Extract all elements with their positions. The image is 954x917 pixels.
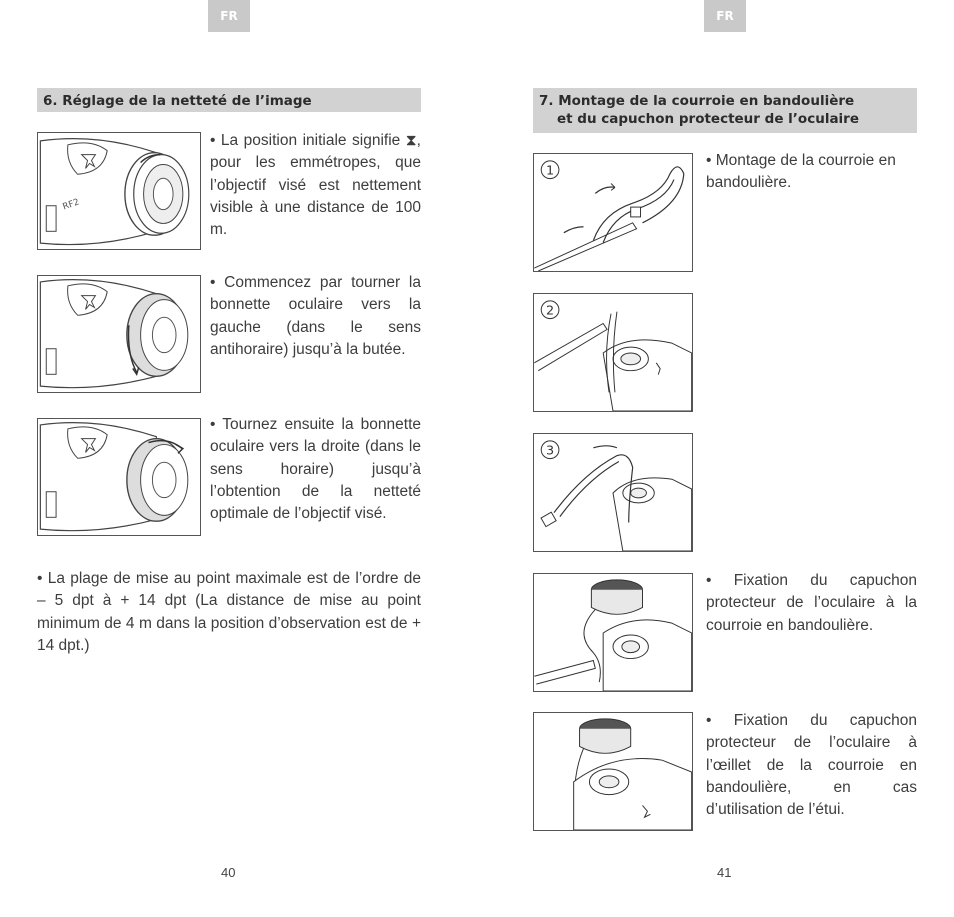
strap-text: • Montage de la courroie en bandoulière.	[706, 152, 896, 192]
page-number-left: 40	[221, 865, 236, 880]
section-title-7	[533, 88, 917, 133]
strap-step-3-figure	[533, 433, 693, 552]
section-title-6: 6. Réglage de la netteté de l’image	[37, 88, 421, 112]
strap-step-1-figure	[533, 153, 693, 272]
cap-strap-text: • Fixation du capuchon protecteur de l’oculaire à la courroie en bandoulière.	[706, 572, 917, 634]
device-label: RF2	[61, 197, 81, 213]
section-title-7-line1: 7. Montage de la courroie en bandoulière	[539, 93, 855, 109]
eyepiece-counterclockwise-figure	[37, 275, 201, 393]
language-tab-right: FR	[704, 0, 746, 32]
cap-eyelet-figure	[533, 712, 693, 831]
focus-range-note: • La plage de mise au point maximale est de l’ordre de – 5 dpt à + 14 dpt (La distance de mise au point minimum de 4 m dans la position d’observation est de + 14 dpt.)	[37, 570, 421, 654]
eyepiece-clockwise-figure	[37, 418, 201, 536]
eyepiece-initial-figure	[37, 132, 201, 250]
step-text-3: • Tournez ensuite la bonnette oculaire vers la droite (dans le sens horaire) jusqu’à l’obtention de la netteté optimale de l’objectif visé.	[210, 416, 421, 523]
cap-strap-figure	[533, 573, 693, 692]
strap-step-2-figure	[533, 293, 693, 412]
step-badge-2: 2	[546, 303, 555, 319]
step-badge-3: 3	[546, 443, 555, 459]
step-badge-1: 1	[546, 163, 555, 179]
section-title-7-line2: et du capuchon protecteur de l’oculaire	[557, 111, 859, 127]
language-tab-left: FR	[208, 0, 250, 32]
page-number-right: 41	[717, 865, 732, 880]
cap-eyelet-text: • Fixation du capuchon protecteur de l’oculaire à l’œillet de la courroie en bandoulière, en cas d’utilisation de l’étui.	[706, 712, 917, 819]
step-text-1: • La position initiale signifie ⧗, pour les emmétropes, que l’objectif visé est nettement visible à une distance de 100 m.	[210, 132, 421, 239]
step-text-2: • Commencez par tourner la bonnette oculaire vers la gauche (dans le sens antihoraire) jusqu’à la butée.	[210, 274, 421, 358]
